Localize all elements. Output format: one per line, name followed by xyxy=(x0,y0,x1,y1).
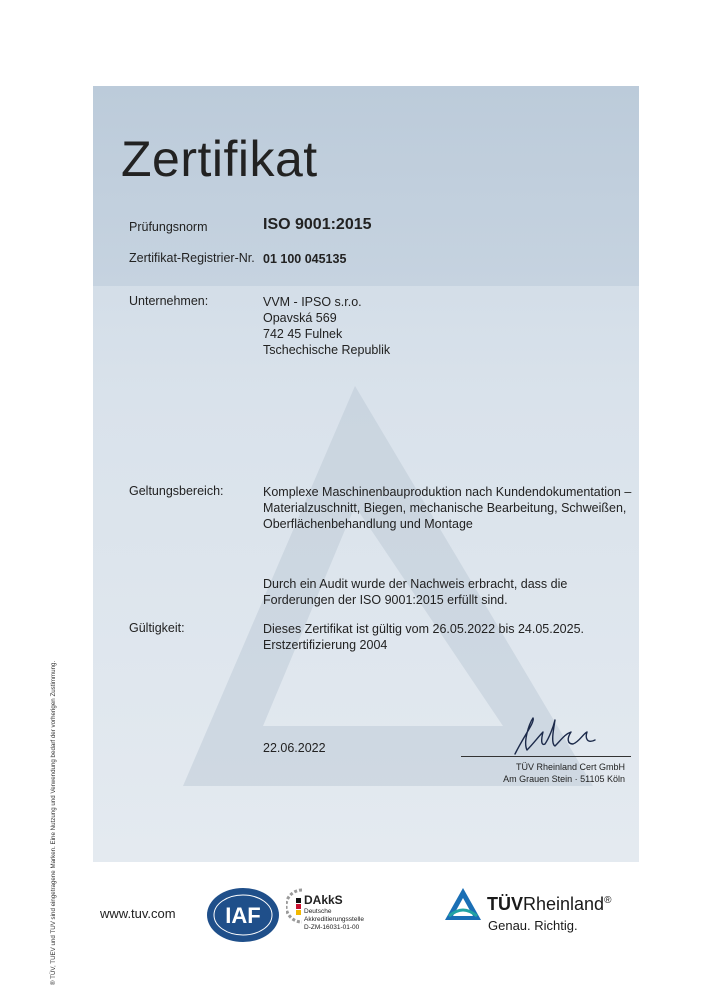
first-certification-line: Erstzertifizierung 2004 xyxy=(263,638,388,652)
registry-value: 01 100 045135 xyxy=(263,252,347,266)
issuer-name: TÜV Rheinland Cert GmbH xyxy=(515,762,625,772)
scope-line: Oberflächenbehandlung und Montage xyxy=(263,517,473,531)
dakks-line: Deutsche xyxy=(304,908,332,915)
company-name: VVM - IPSO s.r.o. xyxy=(263,295,362,309)
audit-line: Forderungen der ISO 9001:2015 erfüllt sind. xyxy=(263,593,508,607)
dakks-line: Akkreditierungsstelle xyxy=(304,916,364,923)
tuv-brand-bold: TÜV xyxy=(487,894,523,914)
tuv-slogan: Genau. Richtig. xyxy=(488,918,578,933)
scope-line: Materialzuschnitt, Biegen, mechanische Bearbeitung, Schweißen, xyxy=(263,501,627,515)
dakks-name: DAkkS xyxy=(304,893,343,907)
audit-statement xyxy=(263,576,567,608)
validity-label: Gültigkeit: xyxy=(129,621,185,635)
dakks-text xyxy=(304,893,364,932)
registered-mark: ® xyxy=(604,895,612,906)
company-address xyxy=(263,294,390,358)
company-street: Opavská 569 xyxy=(263,311,337,325)
scope-line: Komplexe Maschinenbauproduktion nach Kundendokumentation – xyxy=(263,485,632,499)
validity-text xyxy=(263,621,584,653)
signature-line xyxy=(461,756,631,757)
scope-text xyxy=(263,484,631,532)
tuv-rheinland-brand xyxy=(487,894,611,915)
company-city: 742 45 Fulnek xyxy=(263,327,343,341)
certificate-title: Zertifikat xyxy=(121,131,318,187)
standard-label: Prüfungsnorm xyxy=(129,220,208,234)
tuv-triangle-logo xyxy=(443,886,483,922)
trademark-side-note: ® TÜV, TUEV und TUV sind eingetragene Marken. Eine Nutzung und Verwendung bedarf der vorherigen Zustimmung. xyxy=(50,660,57,985)
handwritten-signature xyxy=(505,714,605,758)
company-country: Tschechische Republik xyxy=(263,343,391,357)
audit-line: Durch ein Audit wurde der Nachweis erbracht, dass die xyxy=(263,577,568,591)
iaf-accreditation-logo xyxy=(205,886,281,944)
website-link[interactable]: www.tuv.com xyxy=(100,906,176,921)
issuer-address: Am Grauen Stein · 51105 Köln xyxy=(503,774,625,784)
dakks-accreditation-number: D-ZM-16031-01-00 xyxy=(304,924,360,931)
issue-date: 22.06.2022 xyxy=(263,741,326,755)
validity-line: Dieses Zertifikat ist gültig vom 26.05.2022 bis 24.05.2025. xyxy=(263,622,585,636)
tuv-brand-regular: Rheinland xyxy=(523,894,605,914)
iaf-text: IAF xyxy=(225,903,261,928)
registry-label: Zertifikat-Registrier-Nr. xyxy=(129,251,255,265)
certificate-panel xyxy=(93,86,639,862)
standard-value: ISO 9001:2015 xyxy=(263,216,372,233)
company-label: Unternehmen: xyxy=(129,294,209,308)
scope-label: Geltungsbereich: xyxy=(129,484,224,498)
